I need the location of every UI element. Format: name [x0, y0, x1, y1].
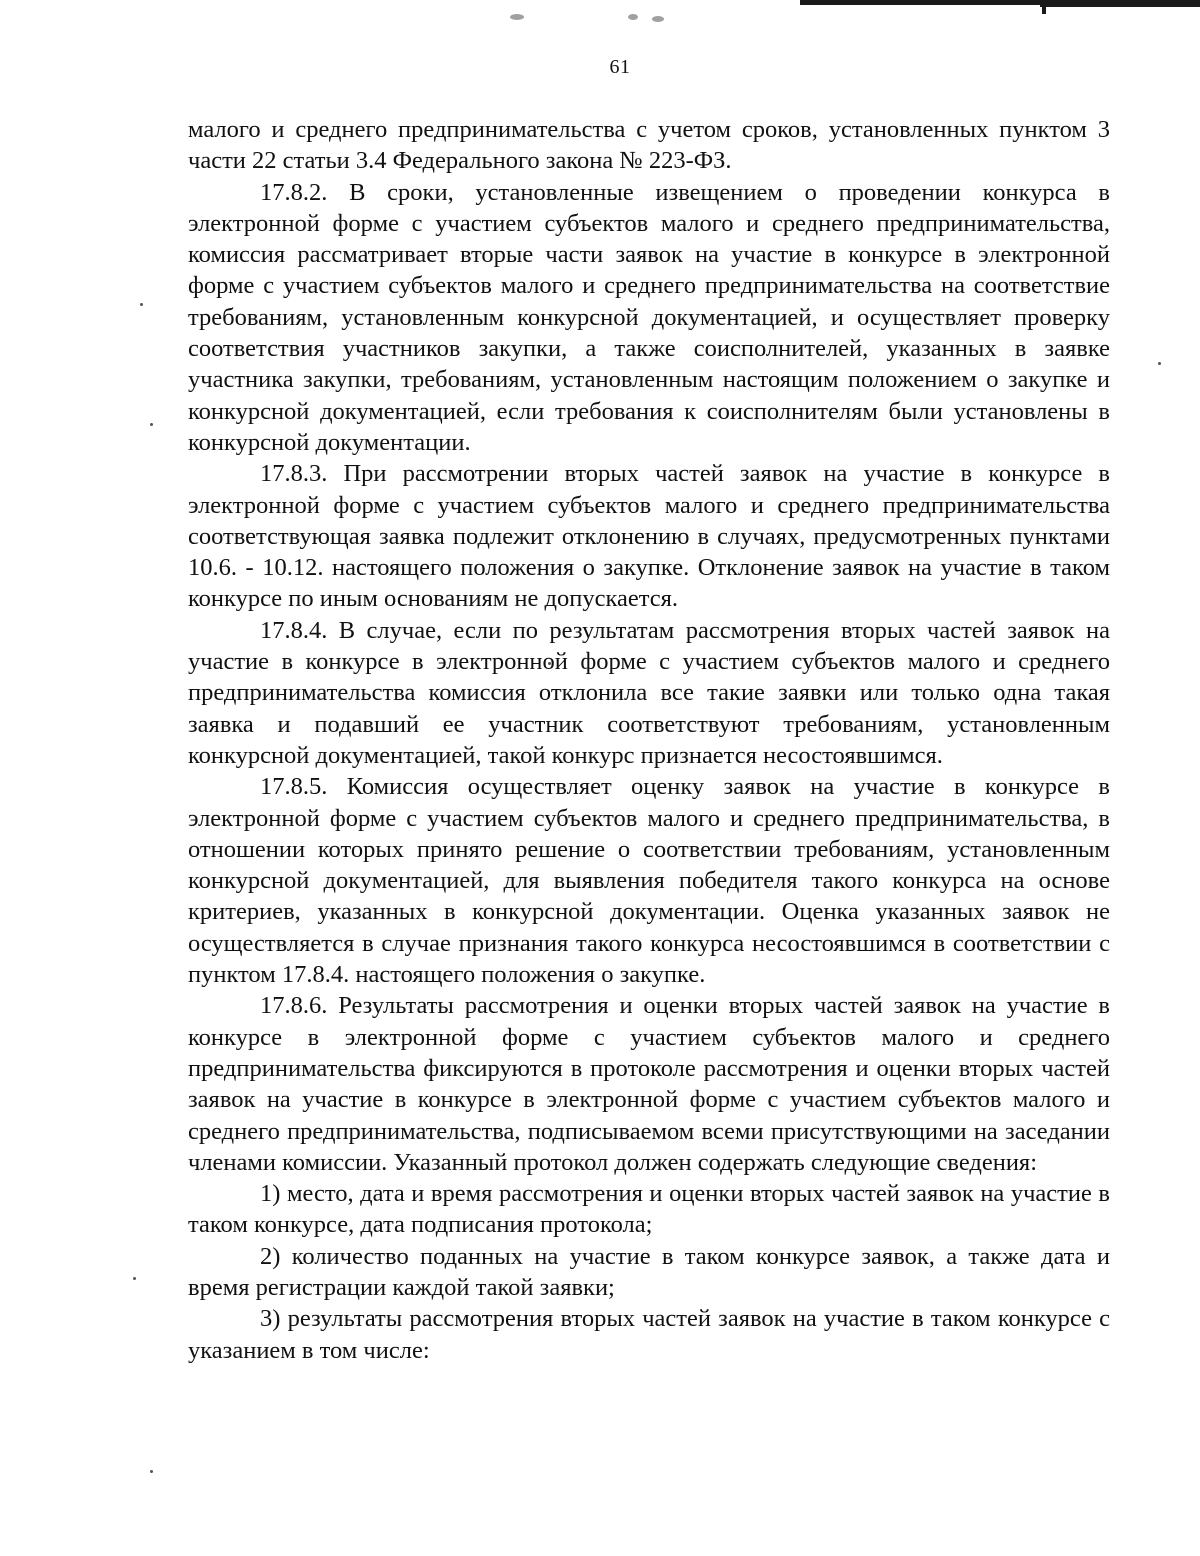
paragraph-17-8-3: 17.8.3. При рассмотрении вторых частей заявок на участие в конкурсе в электронной форме с участием субъектов малого и среднего предпринимательства соответствующая заявка подлежит отклонению в случаях, предусмотренных пунктами 10.6. - 10.12. настоящего положения о закупке. Отклонение заявок на участие в таком конкурсе по иным основаниям не допускается. [188, 460, 1110, 613]
scan-edge-mark [1042, 0, 1046, 14]
paragraph-continuation: малого и среднего предпринимательства с учетом сроков, установленных пунктом 3 части 22 статьи 3.4 Федерального закона № 223-ФЗ. [188, 116, 1110, 175]
scan-speck [140, 303, 143, 306]
list-item-2: 2) количество поданных на участие в таком конкурсе заявок, а также дата и время регистрации каждой такой заявки; [188, 1242, 1110, 1301]
scan-speck [1158, 362, 1161, 365]
body-text [188, 114, 1110, 1366]
scan-speck [150, 423, 153, 426]
scan-smudge [510, 14, 524, 20]
page-number: 61 [609, 56, 631, 78]
scan-edge-mark [1040, 0, 1200, 7]
list-item-3: 3) результаты рассмотрения вторых частей заявок на участие в таком конкурсе с указанием в том числе: [188, 1305, 1110, 1364]
paragraph-17-8-6: 17.8.6. Результаты рассмотрения и оценки вторых частей заявок на участие в конкурсе в электронной форме с участием субъектов малого и среднего предпринимательства фиксируются в протоколе рассмотрения и оценки вторых частей заявок на участие в конкурсе в электронной форме с участием субъектов малого и среднего предпринимательства, подписываемом всеми присутствующими на заседании членами комиссии. Указанный протокол должен содержать следующие сведения: [188, 992, 1110, 1176]
paragraph-17-8-2: 17.8.2. В сроки, установленные извещением о проведении конкурса в электронной форме с участием субъектов малого и среднего предпринимательства, комиссия рассматривает вторые части заявок на участие в конкурсе в электронной форме с участием субъектов малого и среднего предпринимательства на соответствие требованиям, установленным конкурсной документацией, и осуществляет проверку соответствия участников закупки, а также соисполнителей, указанных в заявке участника закупки, требованиям, установленным настоящим положением о закупке и конкурсной документацией, если требования к соисполнителям были установлены в конкурсной документации. [188, 178, 1110, 456]
list-item-1: 1) место, дата и время рассмотрения и оценки вторых частей заявок на участие в таком конкурсе, дата подписания протокола; [188, 1180, 1110, 1239]
scan-smudge [652, 16, 664, 22]
scan-speck [150, 1470, 153, 1473]
paragraph-17-8-4: 17.8.4. В случае, если по результатам рассмотрения вторых частей заявок на участие в конкурсе в электронной форме с участием субъектов малого и среднего предпринимательства комиссия отклонила все такие заявки или только одна такая заявка и подавший ее участник соответствуют требованиям, установленным конкурсной документацией, такой конкурс признается несостоявшимся. [188, 616, 1110, 769]
scan-speck [133, 1277, 136, 1280]
scan-smudge [628, 14, 638, 20]
scan-edge-mark [800, 0, 1040, 5]
paragraph-17-8-5: 17.8.5. Комиссия осуществляет оценку заявок на участие в конкурсе в электронной форме с участием субъектов малого и среднего предпринимательства, в отношении которых принято решение о соответствии требованиям, установленным конкурсной документацией, для выявления победителя такого конкурса на основе критериев, указанных в конкурсной документации. Оценка указанных заявок не осуществляется в случае признания такого конкурса несостоявшимся в соответствии с пунктом 17.8.4. настоящего положения о закупке. [188, 773, 1110, 989]
